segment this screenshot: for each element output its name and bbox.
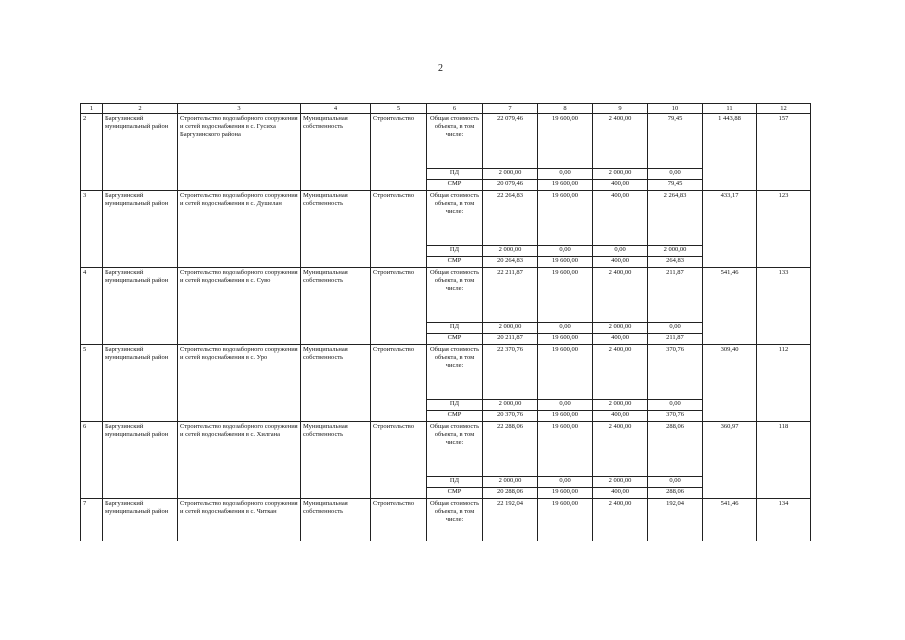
work-type-cell: Строительство [371, 114, 427, 191]
registry-table [80, 103, 811, 541]
pd-value-cell: 0,00 [538, 246, 593, 257]
total-value-cell: 22 370,76 [483, 345, 538, 400]
col12-cell: 112 [757, 345, 811, 422]
total-label-cell: Общая стоимость объекта, в том числе: [427, 499, 483, 542]
smr-value-cell: 19 600,00 [538, 334, 593, 345]
object-cell: Строительство водозаборного сооружения и сетей водоснабжения в с. Читкан [178, 499, 301, 542]
column-header: 5 [371, 104, 427, 114]
total-value-cell: 192,04 [648, 499, 703, 542]
column-header: 8 [538, 104, 593, 114]
pd-value-cell: 2 000,00 [483, 477, 538, 488]
pd-value-cell: 2 000,00 [483, 246, 538, 257]
pd-value-cell: 2 000,00 [593, 400, 648, 411]
smr-value-cell: 20 211,87 [483, 334, 538, 345]
district-cell: Баргузинский муниципальный район [103, 499, 178, 542]
col11-cell: 433,17 [703, 191, 757, 268]
pd-label-cell: ПД [427, 323, 483, 334]
col11-cell: 541,46 [703, 499, 757, 542]
pd-value-cell: 0,00 [648, 169, 703, 180]
total-value-cell: 400,00 [593, 191, 648, 246]
column-number-row [81, 104, 811, 114]
total-value-cell: 370,76 [648, 345, 703, 400]
row-number: 2 [81, 114, 103, 191]
total-label-cell: Общая стоимость объекта, в том числе: [427, 191, 483, 246]
row-number: 5 [81, 345, 103, 422]
pd-value-cell: 0,00 [648, 477, 703, 488]
object-cell: Строительство водозаборного сооружения и сетей водоснабжения в с. Душелан [178, 191, 301, 268]
smr-value-cell: 211,87 [648, 334, 703, 345]
pd-value-cell: 0,00 [648, 400, 703, 411]
total-value-cell: 22 079,46 [483, 114, 538, 169]
object-cell: Строительство водозаборного сооружения и сетей водоснабжения в с. Суво [178, 268, 301, 345]
ownership-cell: Муниципальная собственность [301, 345, 371, 422]
smr-value-cell: 20 079,46 [483, 180, 538, 191]
pd-value-cell: 2 000,00 [593, 323, 648, 334]
district-cell: Баргузинский муниципальный район [103, 422, 178, 499]
row-number: 3 [81, 191, 103, 268]
smr-value-cell: 79,45 [648, 180, 703, 191]
pd-value-cell: 0,00 [538, 477, 593, 488]
pd-label-cell: ПД [427, 400, 483, 411]
smr-value-cell: 19 600,00 [538, 488, 593, 499]
pd-value-cell: 0,00 [648, 323, 703, 334]
pd-value-cell: 2 000,00 [593, 477, 648, 488]
smr-value-cell: 20 264,83 [483, 257, 538, 268]
smr-value-cell: 20 370,76 [483, 411, 538, 422]
smr-value-cell: 370,76 [648, 411, 703, 422]
smr-label-cell: СМР [427, 257, 483, 268]
total-value-cell: 2 400,00 [593, 345, 648, 400]
total-value-cell: 211,87 [648, 268, 703, 323]
total-value-cell: 79,45 [648, 114, 703, 169]
total-label-cell: Общая стоимость объекта, в том числе: [427, 422, 483, 477]
col12-cell: 157 [757, 114, 811, 191]
column-header: 2 [103, 104, 178, 114]
ownership-cell: Муниципальная собственность [301, 114, 371, 191]
pd-value-cell: 2 000,00 [593, 169, 648, 180]
row-number: 6 [81, 422, 103, 499]
total-label-cell: Общая стоимость объекта, в том числе: [427, 268, 483, 323]
col11-cell: 1 443,88 [703, 114, 757, 191]
object-cell: Строительство водозаборного сооружения и сетей водоснабжения в с. Гусиха Баргузинского района [178, 114, 301, 191]
total-value-cell: 288,06 [648, 422, 703, 477]
col11-cell: 309,40 [703, 345, 757, 422]
table-row [81, 422, 811, 477]
total-value-cell: 19 600,00 [538, 499, 593, 542]
smr-value-cell: 288,06 [648, 488, 703, 499]
district-cell: Баргузинский муниципальный район [103, 345, 178, 422]
smr-value-cell: 20 288,06 [483, 488, 538, 499]
pd-value-cell: 0,00 [593, 246, 648, 257]
column-header: 1 [81, 104, 103, 114]
col12-cell: 134 [757, 499, 811, 542]
total-value-cell: 19 600,00 [538, 191, 593, 246]
col12-cell: 133 [757, 268, 811, 345]
pd-label-cell: ПД [427, 246, 483, 257]
column-header: 11 [703, 104, 757, 114]
district-cell: Баргузинский муниципальный район [103, 191, 178, 268]
total-label-cell: Общая стоимость объекта, в том числе: [427, 114, 483, 169]
smr-value-cell: 400,00 [593, 180, 648, 191]
page-number: 2 [438, 63, 443, 74]
total-value-cell: 2 400,00 [593, 422, 648, 477]
smr-label-cell: СМР [427, 334, 483, 345]
total-value-cell: 2 264,83 [648, 191, 703, 246]
smr-value-cell: 264,83 [648, 257, 703, 268]
pd-value-cell: 0,00 [538, 400, 593, 411]
total-value-cell: 22 288,06 [483, 422, 538, 477]
column-header: 3 [178, 104, 301, 114]
table-row [81, 499, 811, 542]
col12-cell: 118 [757, 422, 811, 499]
work-type-cell: Строительство [371, 499, 427, 542]
pd-value-cell: 2 000,00 [483, 323, 538, 334]
work-type-cell: Строительство [371, 345, 427, 422]
ownership-cell: Муниципальная собственность [301, 268, 371, 345]
smr-value-cell: 400,00 [593, 257, 648, 268]
column-header: 12 [757, 104, 811, 114]
smr-value-cell: 19 600,00 [538, 180, 593, 191]
work-type-cell: Строительство [371, 422, 427, 499]
column-header: 6 [427, 104, 483, 114]
table-row [81, 114, 811, 169]
pd-value-cell: 0,00 [538, 169, 593, 180]
pd-value-cell: 0,00 [538, 323, 593, 334]
table-row [81, 191, 811, 246]
pd-value-cell: 2 000,00 [483, 400, 538, 411]
district-cell: Баргузинский муниципальный район [103, 268, 178, 345]
smr-label-cell: СМР [427, 180, 483, 191]
smr-label-cell: СМР [427, 488, 483, 499]
total-value-cell: 19 600,00 [538, 345, 593, 400]
col12-cell: 123 [757, 191, 811, 268]
column-header: 7 [483, 104, 538, 114]
object-cell: Строительство водозаборного сооружения и сетей водоснабжения в с. Уро [178, 345, 301, 422]
pd-label-cell: ПД [427, 169, 483, 180]
row-number: 7 [81, 499, 103, 542]
ownership-cell: Муниципальная собственность [301, 191, 371, 268]
smr-label-cell: СМР [427, 411, 483, 422]
table-row [81, 268, 811, 323]
pd-value-cell: 2 000,00 [483, 169, 538, 180]
row-number: 4 [81, 268, 103, 345]
smr-value-cell: 400,00 [593, 411, 648, 422]
ownership-cell: Муниципальная собственность [301, 499, 371, 542]
smr-value-cell: 19 600,00 [538, 257, 593, 268]
column-header: 4 [301, 104, 371, 114]
object-cell: Строительство водозаборного сооружения и сетей водоснабжения в с. Хилгана [178, 422, 301, 499]
smr-value-cell: 400,00 [593, 488, 648, 499]
col11-cell: 541,46 [703, 268, 757, 345]
total-value-cell: 19 600,00 [538, 268, 593, 323]
total-value-cell: 22 264,83 [483, 191, 538, 246]
pd-label-cell: ПД [427, 477, 483, 488]
total-value-cell: 22 192,04 [483, 499, 538, 542]
table-row [81, 345, 811, 400]
work-type-cell: Строительство [371, 268, 427, 345]
smr-value-cell: 400,00 [593, 334, 648, 345]
smr-value-cell: 19 600,00 [538, 411, 593, 422]
column-header: 10 [648, 104, 703, 114]
district-cell: Баргузинский муниципальный район [103, 114, 178, 191]
total-value-cell: 2 400,00 [593, 268, 648, 323]
total-value-cell: 22 211,87 [483, 268, 538, 323]
total-value-cell: 19 600,00 [538, 114, 593, 169]
ownership-cell: Муниципальная собственность [301, 422, 371, 499]
total-value-cell: 2 400,00 [593, 114, 648, 169]
total-value-cell: 19 600,00 [538, 422, 593, 477]
col11-cell: 360,97 [703, 422, 757, 499]
total-label-cell: Общая стоимость объекта, в том числе: [427, 345, 483, 400]
pd-value-cell: 2 000,00 [648, 246, 703, 257]
total-value-cell: 2 400,00 [593, 499, 648, 542]
work-type-cell: Строительство [371, 191, 427, 268]
column-header: 9 [593, 104, 648, 114]
